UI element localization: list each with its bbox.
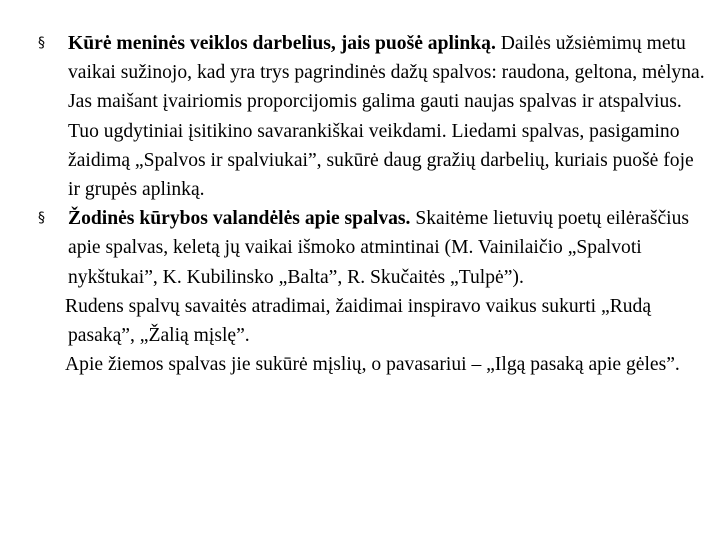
- bullet-marker: §: [38, 35, 45, 51]
- paragraph-text: Rudens spalvų savaitės atradimai, žaidimai inspiravo vaikus sukurti „Rudą pasaką”, „Žalią mįslę”.: [65, 295, 652, 347]
- paragraph-autumn: [38, 292, 708, 350]
- bullet-body-text: Dailės užsiėmimų metu vaikai sužinojo, kad yra trys pagrindinės dažų spalvos: raudona, geltona, mėlyna. Jas maišant įvairiomis proporcijomis galima gauti naujas spalvas ir atspalvius. Tuo ugdytiniai įsitikino savarankiškai veikdami. Liedami spalvas, pasigamino žaidimą „Spalvos ir spalviukai”, sukūrė daug gražių darbelių, kuriais puošė foje ir grupės aplinką.: [68, 33, 705, 201]
- paragraph-winter: [38, 350, 708, 379]
- bullet-lead-text: Kūrė meninės veiklos darbelius, jais puošė aplinką.: [68, 33, 501, 54]
- slide-content: [38, 29, 708, 379]
- bullet-lead-text: Žodinės kūrybos valandėlės apie spalvas.: [68, 208, 416, 230]
- bullet-item-verbal: [38, 204, 708, 292]
- paragraph-text: Apie žiemos spalvas jie sukūrė mįslių, o pavasariui – „Ilgą pasaką apie gėles”.: [65, 354, 680, 376]
- bullet-body-text: Skaitėme lietuvių poetų eilėraščius apie spalvas, keletą jų vaikai išmoko atmintinai (M. Vainilaičio „Spalvoti nykštukai”, K. Kubilinsko „Balta”, R. Skučaitės „Tulpė”).: [68, 208, 690, 288]
- bullet-item-art: [38, 29, 708, 204]
- bullet-marker: §: [38, 210, 45, 227]
